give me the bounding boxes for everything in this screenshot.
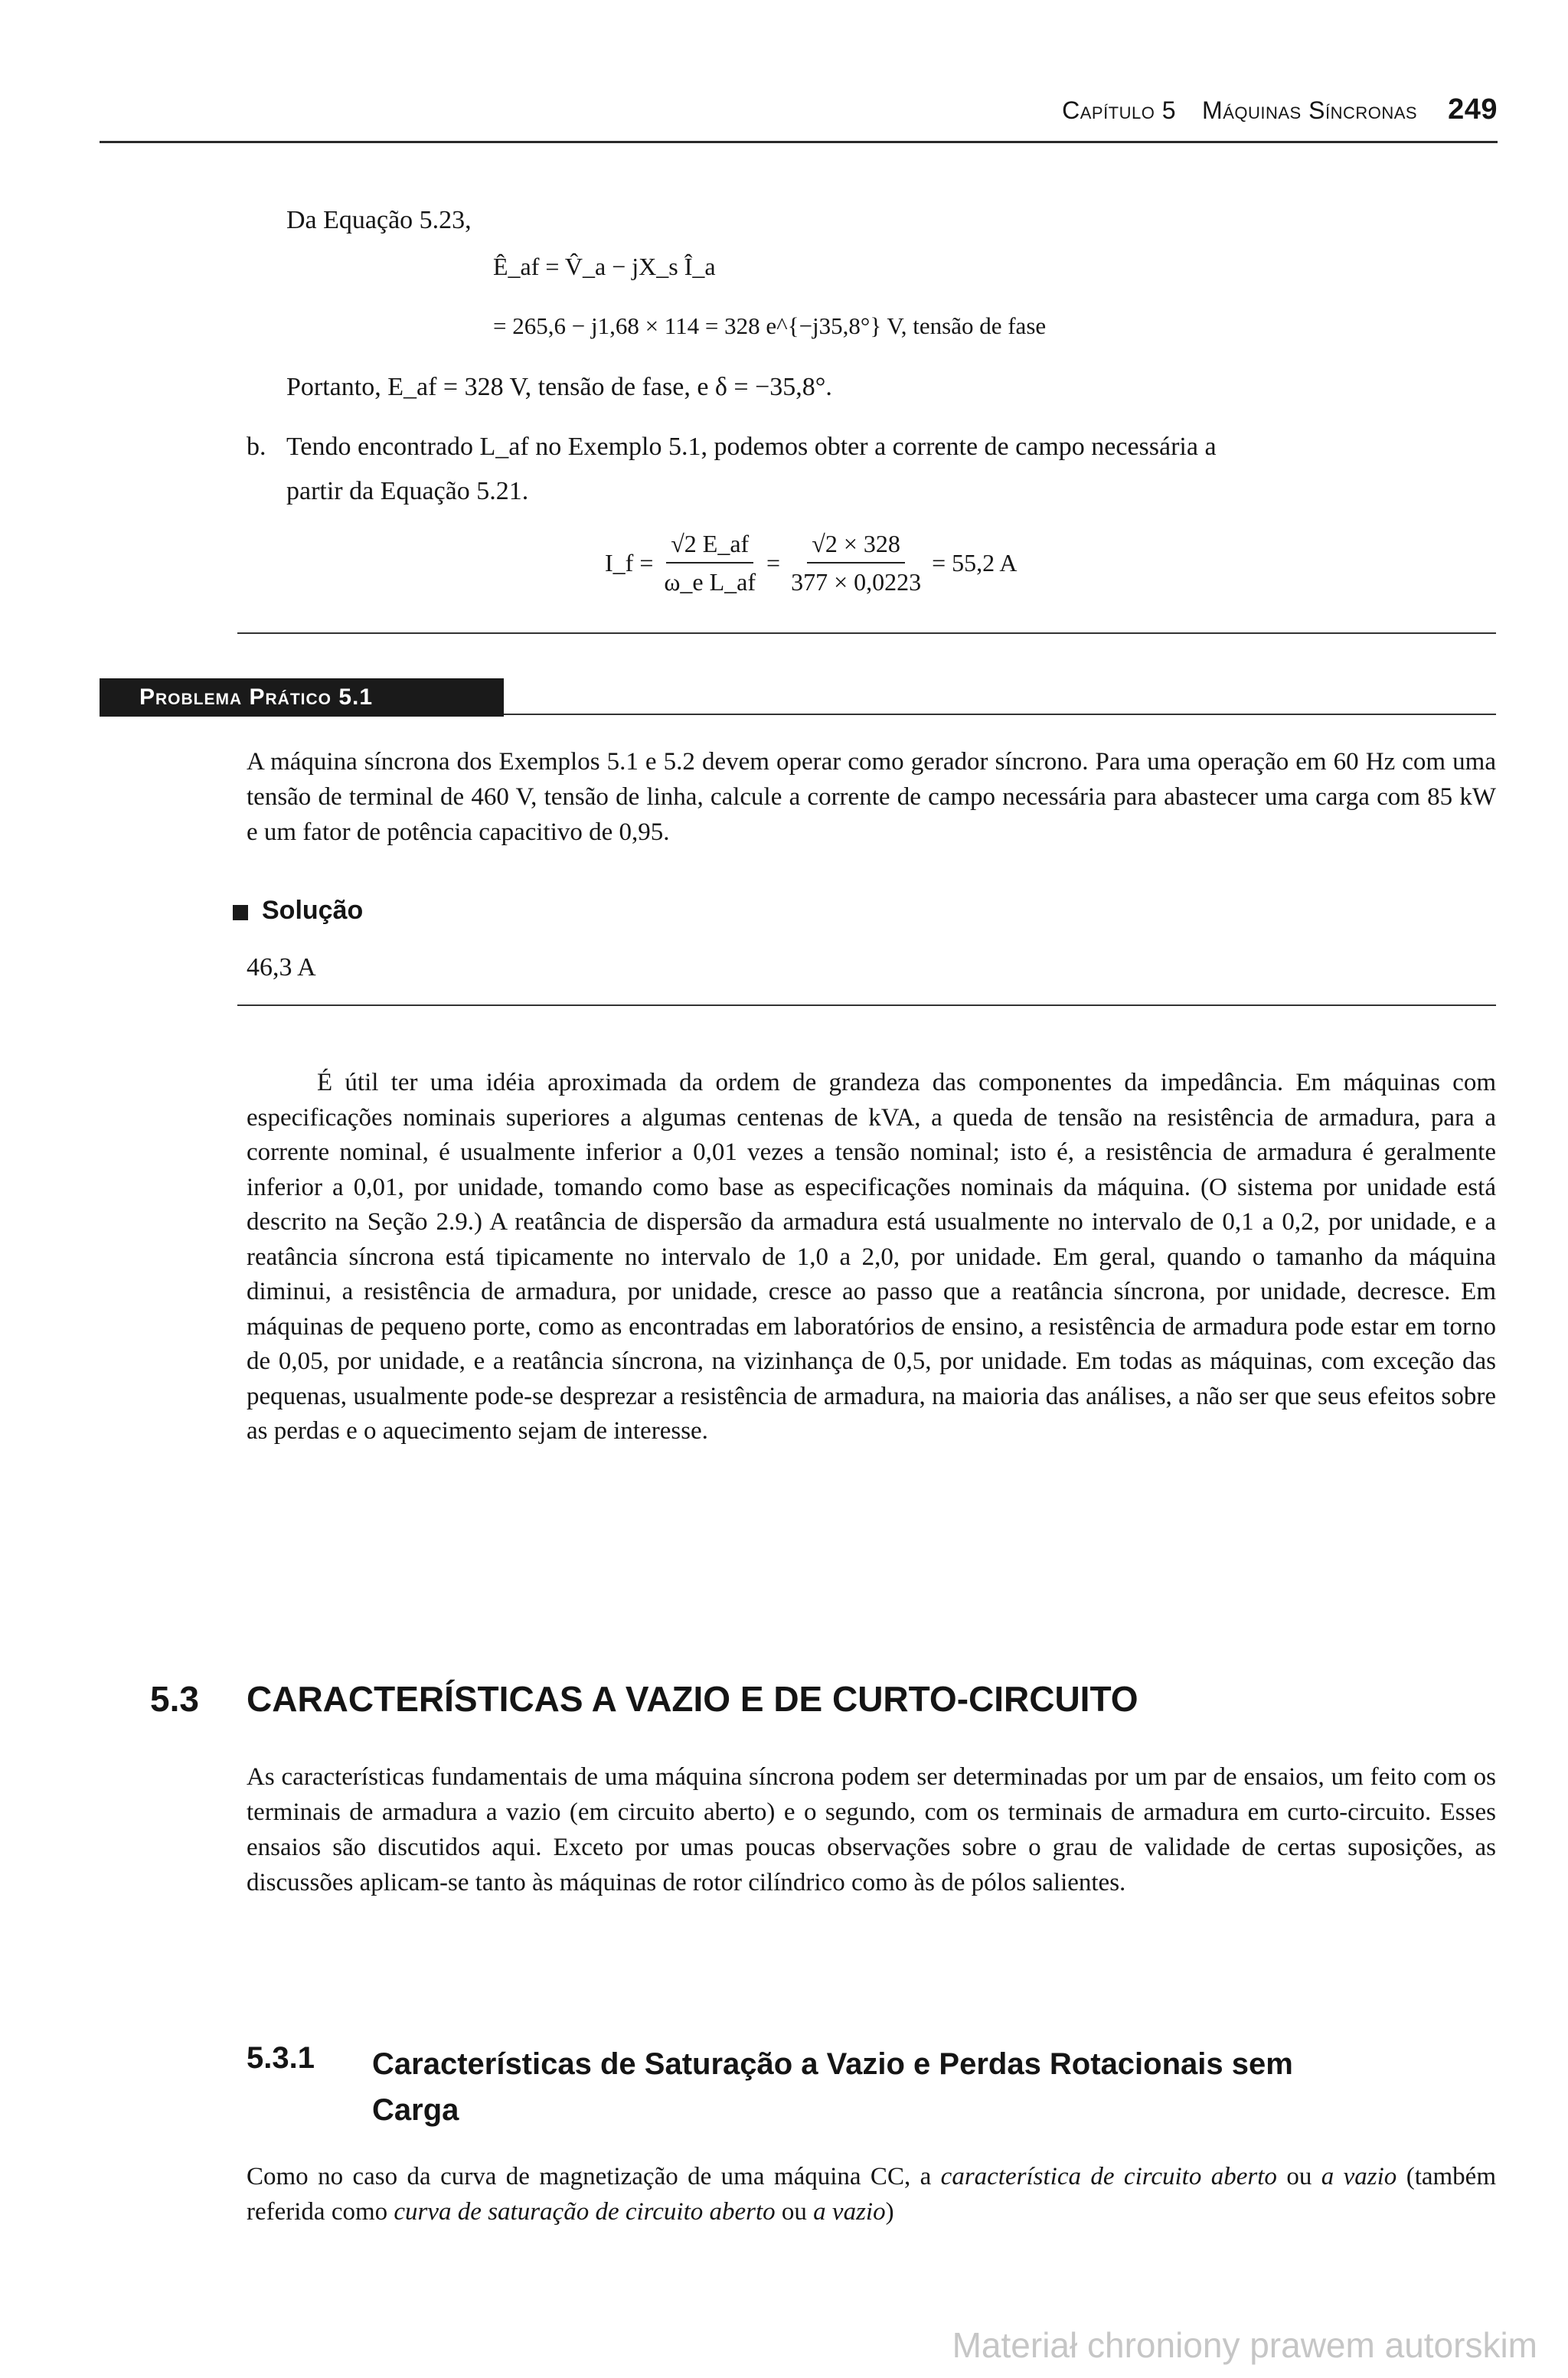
fraction-symbolic-numerator: √2 E_af	[666, 527, 753, 563]
page-number: 249	[1448, 93, 1498, 126]
practice-banner-rule	[504, 714, 1496, 715]
solution-heading	[233, 896, 363, 926]
text-run-italic: curva de saturação de circuito aberto	[394, 2198, 776, 2226]
section-5-3-title: CARACTERÍSTICAS A VAZIO E DE CURTO-CIRCUITO	[247, 1679, 1138, 1719]
section-5-3-1-number: 5.3.1	[247, 2041, 315, 2075]
text-run: Como no caso da curva de magnetização de uma máquina CC, a	[247, 2163, 941, 2190]
section-5-3-1-title	[372, 2041, 1293, 2133]
if-result: = 55,2 A	[932, 549, 1018, 577]
field-current-equation	[605, 527, 1018, 599]
equation-result: = 265,6 − j1,68 × 114 = 328 e^{−j35,8°} V, tensão de fase	[493, 312, 1047, 339]
practice-end-rule	[237, 1004, 1496, 1006]
equals-sign: =	[766, 549, 781, 577]
header-chapter: Capítulo 5	[1062, 96, 1177, 124]
text-run: ou	[775, 2198, 814, 2226]
solution-label: Solução	[262, 896, 364, 925]
square-bullet-icon	[233, 905, 248, 920]
solution-value: 46,3 A	[247, 953, 316, 982]
text-run: )	[885, 2198, 894, 2226]
practice-problem-banner: Problema Prático 5.1	[100, 678, 504, 717]
running-header	[100, 93, 1498, 143]
section-5-3-1-title-line2: Carga	[372, 2093, 459, 2127]
section-5-3-text: As características fundamentais de uma máquina síncrona podem ser determinadas por um par de ensaios, um feito com os terminais de armadura a vazio (em circuito aberto) e o segundo, com os terminais de armadura em curto-circuito. Esses ensaios são discutidos aqui. Exceto por umas poucas observações sobre o grau de validade de certas suposições, as discussões aplicam-se tanto às máquinas de rotor cilíndrico como às de pólos salientes.	[247, 1763, 1496, 1896]
fraction-numeric	[786, 527, 926, 599]
text-run: ou	[1276, 2163, 1321, 2190]
item-b-label: b.	[247, 433, 266, 461]
fraction-symbolic-denominator: ω_e L_af	[664, 568, 756, 596]
fraction-symbolic	[659, 527, 760, 599]
text-run-italic: característica de circuito aberto	[940, 2163, 1277, 2190]
text-run: (também referida como	[247, 2163, 1496, 2226]
fraction-numeric-numerator: √2 × 328	[807, 527, 905, 563]
section-5-3-1-title-line1: Características de Saturação a Vazio e Perdas Rotacionais sem	[372, 2047, 1293, 2081]
item-b-line2: partir da Equação 5.21.	[286, 477, 529, 505]
text-run-italic: a vazio	[1321, 2163, 1397, 2190]
example-end-rule	[237, 632, 1496, 634]
header-section: Máquinas Síncronas	[1202, 96, 1418, 124]
equation-phasor: Ê_af = V̂_a − jX_s Î_a	[493, 253, 716, 280]
impedance-paragraph: É útil ter uma idéia aproximada da ordem de grandeza das componentes da impedância. Em máquinas com especificações nominais superiores a algumas centenas de kVA, a queda de tensão na resistência de armadura, para a corrente nominal, é usualmente inferior a 0,01 vezes a tensão nominal; isto é, a resistência de armadura é geralmente inferior a 0,01, por unidade, tomando como base as especificações nominais da máquina. (O sistema por unidade está descrito na Seção 2.9.) A reatância de dispersão da armadura está usualmente no intervalo de 0,1 a 0,2, por unidade, e a reatância síncrona está tipicamente no intervalo de 1,0 a 2,0, por unidade. Em geral, quando o tamanho da máquina diminui, a resistência de armadura, por unidade, cresce ao passo que a reatância síncrona, por unidade, decresce. Em máquinas de pequeno porte, como as encontradas em laboratórios de ensino, a resistência de armadura pode estar em torno de 0,05, por unidade, e a reatância síncrona, na vizinhança de 0,5, por unidade. Em todas as máquinas, com exceção das pequenas, usualmente pode-se desprezar a resistência de armadura, na maioria das análises, a não ser que seus efeitos sobre as perdas e o aquecimento sejam de interesse.	[247, 1069, 1496, 1445]
section-5-3-number: 5.3	[150, 1679, 199, 1719]
section-5-3-1-text	[247, 2159, 1496, 2229]
if-lhs: I_f =	[605, 549, 654, 577]
example-intro: Da Equação 5.23,	[286, 206, 472, 234]
fraction-numeric-denominator: 377 × 0,0223	[791, 568, 922, 596]
copyright-watermark: Materiał chroniony prawem autorskim	[952, 2325, 1537, 2365]
example-portanto: Portanto, E_af = 328 V, tensão de fase, e δ = −35,8°.	[286, 373, 832, 401]
text-run-italic: a vazio	[813, 2198, 886, 2226]
item-b-line1: Tendo encontrado L_af no Exemplo 5.1, podemos obter a corrente de campo necessária a	[286, 433, 1217, 461]
practice-problem-text: A máquina síncrona dos Exemplos 5.1 e 5.2 devem operar como gerador síncrono. Para uma operação em 60 Hz com uma tensão de terminal de 460 V, tensão de linha, calcule a corrente de campo necessária para abastecer uma carga com 85 kW e um fator de potência capacitivo de 0,95.	[247, 748, 1496, 846]
